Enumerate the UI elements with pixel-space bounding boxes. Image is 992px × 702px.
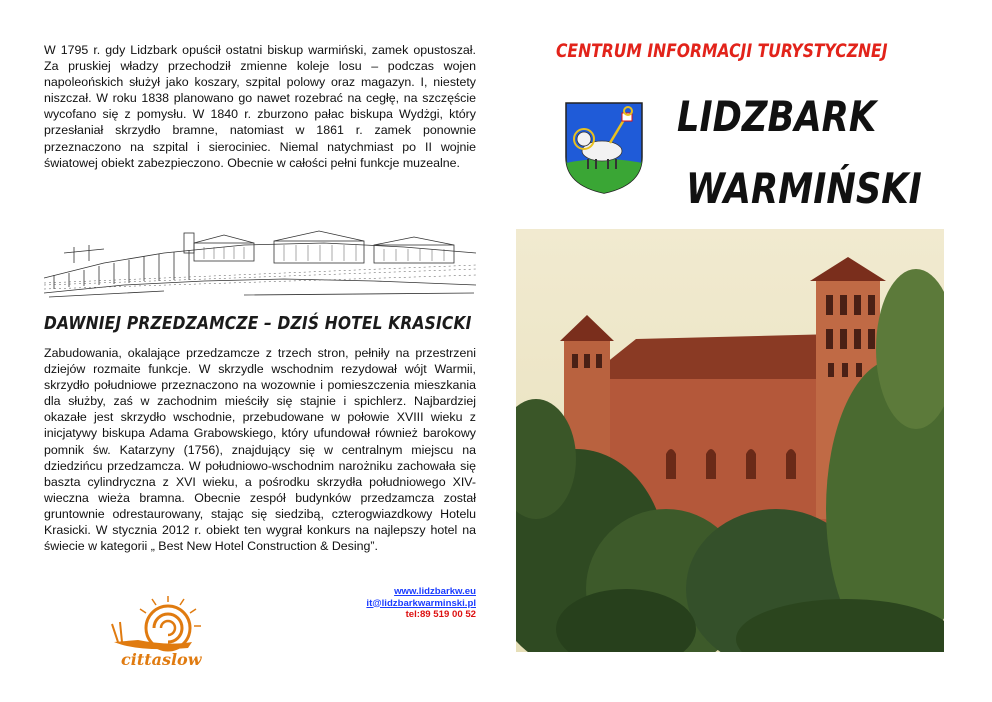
section-title: DAWNIEJ PRZEDZAMCZE – DZIŚ HOTEL KRASICKI: [44, 313, 472, 334]
intro-paragraph: W 1795 r. gdy Lidzbark opuścił ostatni biskup warmiński, zamek opustoszał. Za pruskiej władzy przechodził zmienne koleje losu – podczas wojen napoleońskich służył jako koszary, szpital polowy oraz magazyn. I, niestety niszczał. W roku 1838 planowano go nawet rozebrać na cegłę, na szczęście wycofano się z pomysłu. W 1840 r. zburzono pałac biskupa Wydżgi, który przesłaniał skrzydło bramne, natomiast w 1861 r. zamek ponownie przeznaczono na szpital i sierociniec. Niemal natychmiast po II wojnie światowej obiekt zabezpieczono. Obecnie w całości pełni funkcje muzealne.: [44, 43, 476, 170]
contact-block: [366, 586, 476, 621]
cittaslow-logo-text: cittaslow: [121, 650, 202, 669]
castle-photo: [516, 229, 944, 652]
castle-sketch-illustration: [44, 223, 476, 301]
website-link[interactable]: www.lidzbarkw.eu: [394, 586, 476, 597]
section-paragraph: Zabudowania, okalające przedzamcze z trzech stron, pełniły na przestrzeni dziejów rozmaite funkcje. W skrzydle wschodnim rezydował wójt Warmii, skrzydło południowe przeznaczono na wozownie i pomieszczenia mieszkania dla służby, zaś w zachodnim mieściły się stajnie i spichlerz. Najbardziej okazałe jest skrzydło wschodnie, przebudowane w połowie XVIII wieku z inicjatywy biskupa Adama Grabowskiego, który ufundował również barokowy pomnik św. Katarzyny (1756), znajdujący się w centralnym miejscu na dziedzińcu przedzamcza. W południowo-wschodnim narożniku zachowała się baszta cylindryczna z XVI wieku, a pośrodku skrzydła południowego XIV-wieczna wieża bramna. Obecnie zespół budynków przedzamcza został gruntownie odrestaurowany, stając się siedzibą, czterogwiazdkowy Hotelu Krasicki. W stycznia 2012 r. obiekt ten wygrał konkurs na najlepszy hotel na świecie w kategorii „ Best New Hotel Construction & Desing”.: [44, 346, 476, 554]
tourist-center-title: CENTRUM INFORMACJI TURYSTYCZNEJ: [556, 40, 888, 62]
town-name-line1: LIDZBARK: [677, 92, 877, 141]
town-name-line2: WARMIŃSKI: [686, 164, 922, 213]
town-crest-icon: [562, 99, 646, 195]
email-link[interactable]: it@lidzbarkwarminski.pl: [366, 597, 476, 609]
phone-number: tel:89 519 00 52: [405, 609, 476, 620]
